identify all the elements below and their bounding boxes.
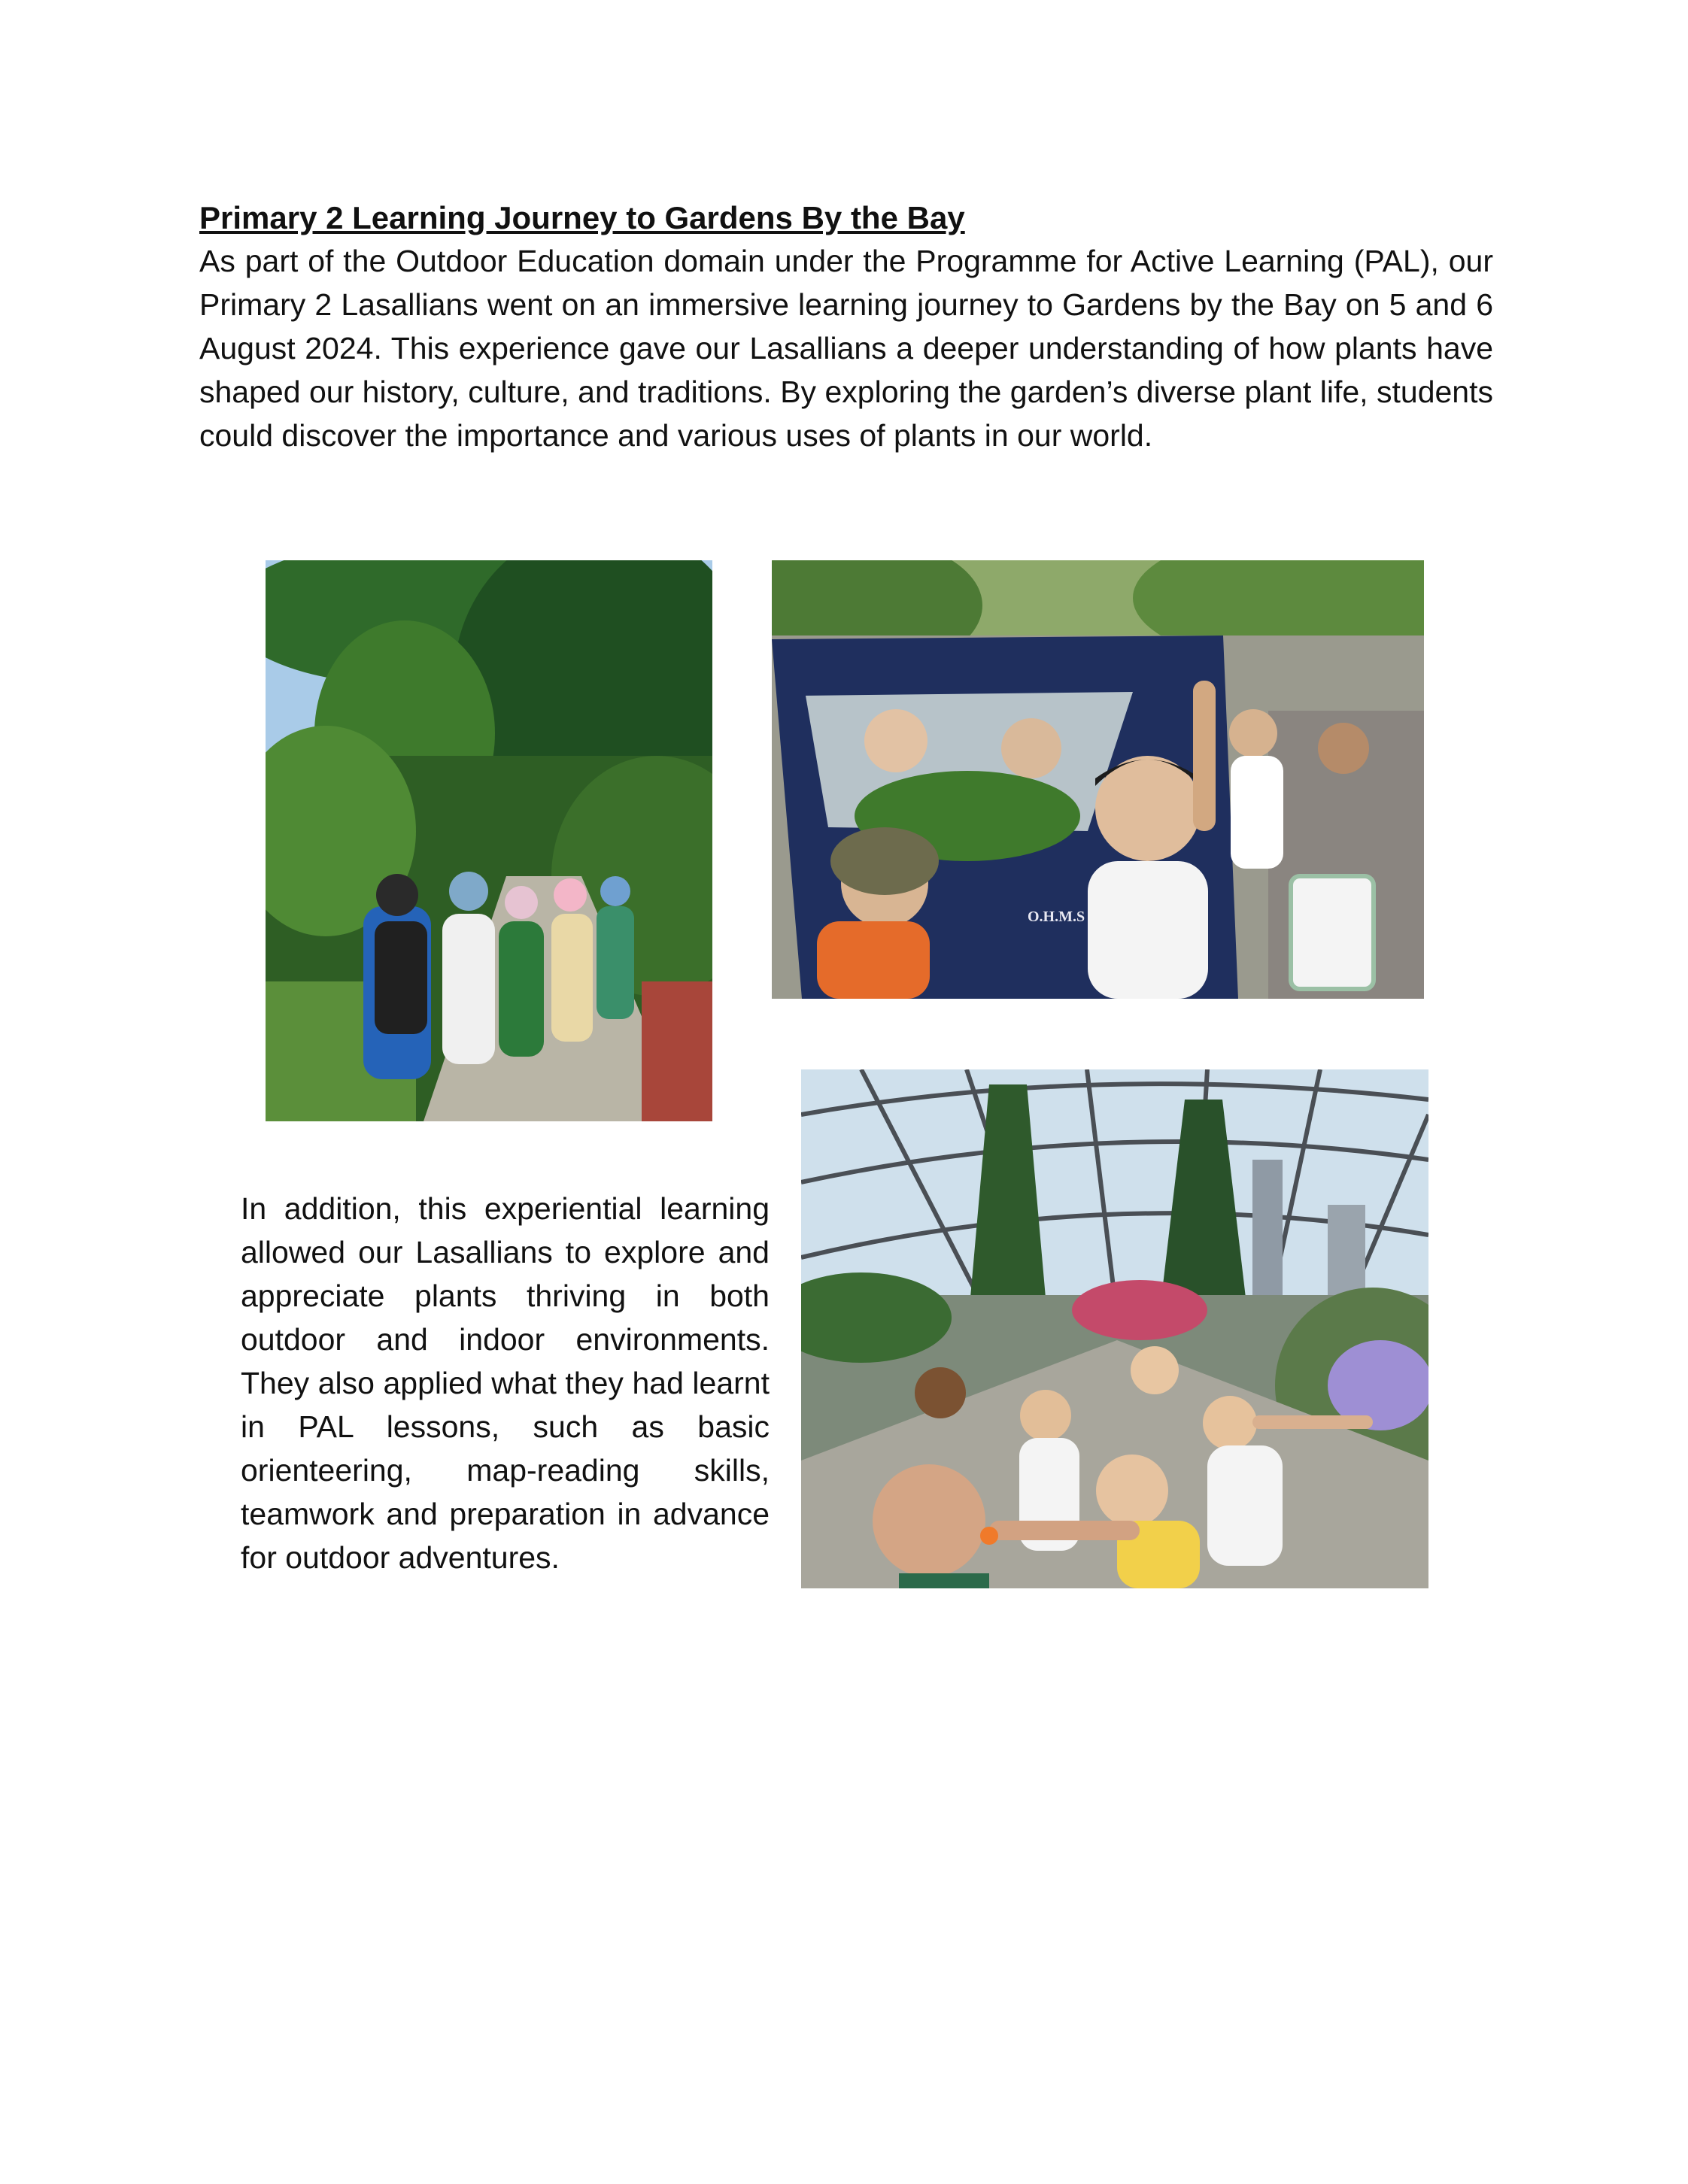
photo-students-at-display-case	[772, 560, 1424, 999]
article-title: Primary 2 Learning Journey to Gardens By the Bay	[199, 200, 965, 235]
photo-students-walking-garden-path	[266, 560, 712, 1121]
display-case-illustration	[772, 560, 1424, 999]
flower-dome-illustration	[801, 1069, 1428, 1588]
garden-path-illustration	[266, 560, 712, 1121]
display-case-label: O.H.M.S	[1028, 908, 1085, 925]
intro-paragraph: As part of the Outdoor Education domain under the Programme for Active Learning (PAL), our Primary 2 Lasallians went on an immersive learning journey to Gardens by the Bay on 5 and 6 August 2024. This experience gave our Lasallians a deeper understanding of how plants have shaped our history, culture, and traditions. By exploring the garden’s diverse plant life, students could discover the importance and various uses of plants in our world.	[199, 244, 1493, 453]
photo-students-flower-dome	[801, 1069, 1428, 1588]
body-paragraph: In addition, this experiential learning allowed our Lasallians to explore and appreciate plants thriving in both outdoor and indoor environments. They also applied what they had learnt in PAL lessons, such as basic orienteering, map-reading skills, teamwork and preparation in advance for outdoor adventures.	[241, 1191, 770, 1575]
